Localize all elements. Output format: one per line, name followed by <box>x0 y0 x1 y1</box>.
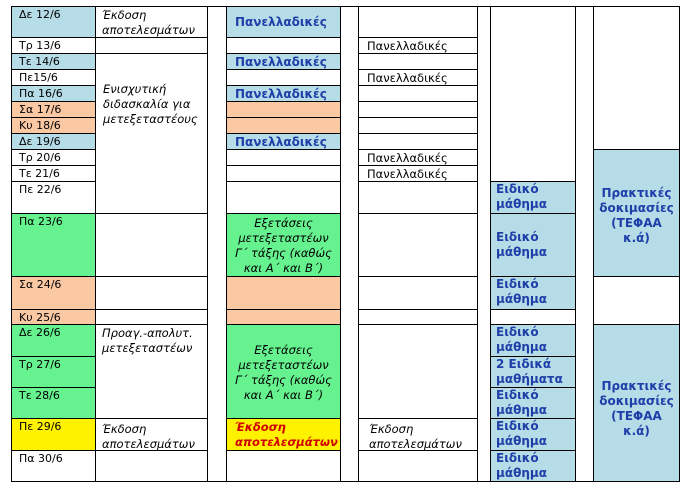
day-cell <box>11 149 96 166</box>
day-label: Τε 14/6 <box>19 55 60 68</box>
day-label: Πε 29/6 <box>19 420 62 433</box>
special-lesson-cell <box>490 276 576 310</box>
results-cell <box>95 6 208 38</box>
exams-text: Εξετάσεις μετεξεταστέων Γ΄ τάξης (καθώς και Α΄ και Β΄) <box>235 216 332 275</box>
day-label: Τε 28/6 <box>19 389 60 402</box>
col6-cell <box>358 69 478 86</box>
special-lesson-text: Ειδικό μάθημα <box>496 419 547 448</box>
day-cell <box>11 213 96 277</box>
day-cell <box>11 53 96 70</box>
day-label: Τρ 20/6 <box>19 151 61 164</box>
day-cell <box>11 181 96 214</box>
col6-cell <box>358 165 478 182</box>
empty-cell <box>358 6 478 38</box>
empty-cell <box>358 213 478 277</box>
panhellenic-label: Πανελλαδικές <box>235 87 327 101</box>
day-label: Πα 16/6 <box>19 87 63 100</box>
spacer-column <box>340 6 359 482</box>
col6-cell <box>358 101 478 118</box>
day-cell <box>11 101 96 118</box>
panhellenic-label: Πανελλαδικές <box>235 15 327 29</box>
results-text: Έκδοση αποτελεσμάτων <box>102 8 195 37</box>
empty-cell <box>95 276 208 310</box>
promotion-cell <box>95 324 208 419</box>
exams-cell <box>226 213 341 277</box>
empty-cell <box>358 324 478 419</box>
panhellenic-label: Πανελλαδικές <box>235 135 327 149</box>
day-label: Κυ 18/6 <box>19 119 61 132</box>
day-label: Δε 19/6 <box>19 135 61 148</box>
day-label: Τε 21/6 <box>19 167 60 180</box>
results-cell <box>95 418 208 451</box>
practical-tests-text: Πρακτικές δοκιμασίες (ΤΕΦΑΑ κ.ά) <box>599 379 674 438</box>
col6-cell <box>358 53 478 70</box>
day-cell <box>11 450 96 482</box>
col4-cell <box>226 149 341 166</box>
col4-cell <box>226 6 341 38</box>
col6-cell <box>358 149 478 166</box>
day-cell <box>11 356 96 388</box>
practical-tests-cell <box>593 324 680 482</box>
panhellenic-label: Πανελλαδικές <box>367 151 448 165</box>
empty-cell <box>95 37 208 54</box>
special-lesson-cell <box>490 213 576 277</box>
col4-cell <box>226 85 341 102</box>
day-cell <box>11 37 96 54</box>
special-lesson-cell <box>490 181 576 214</box>
special-lesson-text: Ειδικό μάθημα <box>496 325 547 354</box>
empty-cell <box>95 450 208 482</box>
special-lesson-cell <box>490 324 576 357</box>
day-label: Δε 12/6 <box>19 8 61 21</box>
col6-cell <box>358 37 478 54</box>
panhellenic-label: Πανελλαδικές <box>235 55 327 69</box>
day-label: Κυ 25/6 <box>19 311 61 324</box>
exams-cell <box>226 324 341 419</box>
results-cell <box>226 418 341 451</box>
day-cell <box>11 276 96 310</box>
day-label: Πε 22/6 <box>19 183 62 196</box>
col4-cell <box>226 117 341 134</box>
day-label: Πα 23/6 <box>19 215 63 228</box>
empty-cell <box>226 450 341 482</box>
special-lesson-cell <box>490 387 576 419</box>
spacer-column <box>575 6 594 482</box>
empty-cell <box>95 309 208 325</box>
col4-cell <box>226 37 341 54</box>
results-text: Έκδοση αποτελεσμάτων <box>235 420 338 449</box>
day-cell <box>11 309 96 325</box>
remedial-cell <box>95 53 208 214</box>
practical-tests-cell <box>593 149 680 277</box>
col6-cell <box>358 133 478 150</box>
col4-cell <box>226 133 341 150</box>
empty-cell <box>358 276 478 310</box>
special-lesson-cell <box>490 450 576 482</box>
special-lesson-cell <box>490 418 576 451</box>
empty-cell <box>593 6 680 150</box>
panhellenic-label: Πανελλαδικές <box>367 71 448 85</box>
day-label: Τρ 13/6 <box>19 39 61 52</box>
col6-cell <box>358 85 478 102</box>
col4-cell <box>226 181 341 214</box>
panhellenic-label: Πανελλαδικές <box>367 167 448 181</box>
empty-cell <box>490 309 576 325</box>
special-lesson-text: Ειδικό μάθημα <box>496 230 547 259</box>
day-cell <box>11 418 96 451</box>
empty-cell <box>358 309 478 325</box>
promotion-text: Προαγ.-απολυτ. μετεξεταστέων <box>102 326 193 355</box>
results-cell <box>358 418 478 451</box>
col4-cell <box>226 165 341 182</box>
weekend-cell <box>226 309 341 325</box>
day-label: Σα 24/6 <box>19 278 62 291</box>
special-lesson-cell <box>490 356 576 388</box>
weekend-cell <box>226 276 341 310</box>
day-label: Σα 17/6 <box>19 103 62 116</box>
empty-cell <box>593 276 680 325</box>
empty-cell <box>490 6 576 182</box>
day-cell <box>11 387 96 419</box>
col4-cell <box>226 101 341 118</box>
spacer-column <box>477 6 491 482</box>
day-cell <box>11 6 96 38</box>
day-cell <box>11 117 96 134</box>
practical-tests-text: Πρακτικές δοκιμασίες (ΤΕΦΑΑ κ.ά) <box>599 186 674 245</box>
col6-cell <box>358 181 478 214</box>
day-cell <box>11 85 96 102</box>
special-lesson-text: Ειδικό μάθημα <box>496 388 547 417</box>
day-cell <box>11 165 96 182</box>
special-lesson-text: 2 Ειδικά μαθήματα <box>496 357 563 386</box>
special-lesson-text: Ειδικό μάθημα <box>496 277 547 306</box>
day-cell <box>11 324 96 357</box>
special-lesson-text: Ειδικό μάθημα <box>496 451 547 480</box>
day-label: Πε15/6 <box>19 71 58 84</box>
col6-cell <box>358 117 478 134</box>
results-text: Έκδοση αποτελεσμάτων <box>369 422 462 451</box>
spacer-column <box>207 6 227 482</box>
special-lesson-text: Ειδικό μάθημα <box>496 182 547 211</box>
panhellenic-label: Πανελλαδικές <box>367 39 448 53</box>
exams-text: Εξετάσεις μετεξεταστέων Γ΄ τάξης (καθώς και Α΄ και Β΄) <box>235 343 332 402</box>
day-label: Πα 30/6 <box>19 452 63 465</box>
remedial-text: Ενισχυτική διδασκαλία για μετεξεταστέους <box>103 82 198 126</box>
empty-cell <box>95 213 208 277</box>
col4-cell <box>226 53 341 70</box>
day-label: Τρ 27/6 <box>19 358 61 371</box>
results-text: Έκδοση αποτελεσμάτων <box>102 422 195 451</box>
day-cell <box>11 133 96 150</box>
day-label: Δε 26/6 <box>19 326 61 339</box>
col4-cell <box>226 69 341 86</box>
empty-cell <box>358 450 478 482</box>
day-cell <box>11 69 96 86</box>
